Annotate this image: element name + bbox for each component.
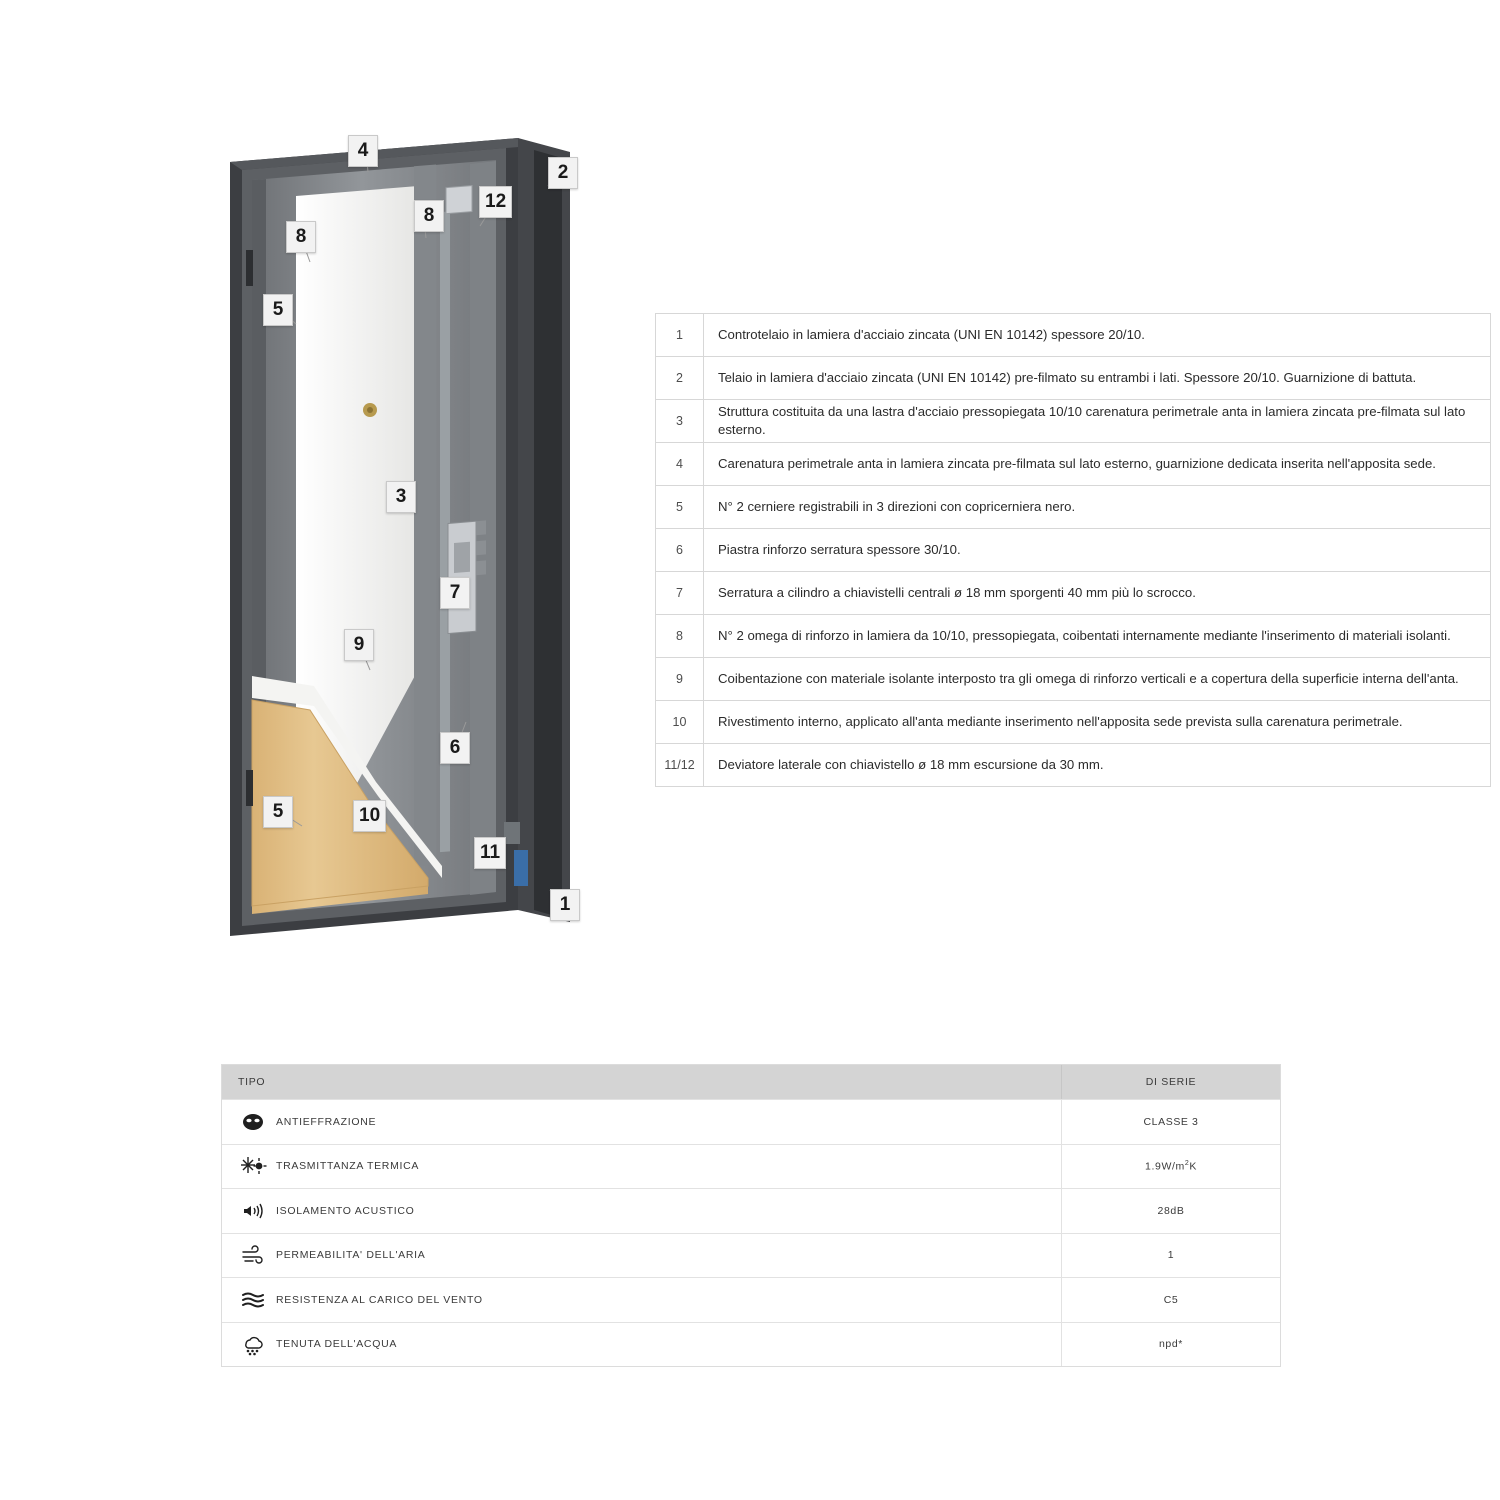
legend-number: 8 <box>656 615 704 657</box>
rain-cloud-icon <box>238 1331 268 1357</box>
spec-value: npd* <box>1061 1323 1280 1367</box>
spec-value: C5 <box>1061 1278 1280 1322</box>
legend-text: Telaio in lamiera d'acciaio zincata (UNI EN 10142) pre-filmato su entrambi i lati. Spessore 20/10. Guarnizione di battuta. <box>718 370 1417 386</box>
callout-6: 6 <box>440 732 470 764</box>
spec-value: 1 <box>1061 1234 1280 1278</box>
legend-row <box>656 486 1490 529</box>
spec-row-antieffrazione <box>222 1099 1280 1144</box>
callout-3: 3 <box>386 481 416 513</box>
legend-text: N° 2 omega di rinforzo in lamiera da 10/10, pressopiegata, coibentati internamente mediante l'inserimento di materiali isolanti. <box>718 628 1451 644</box>
legend-table <box>655 313 1491 787</box>
callout-5-bottom: 5 <box>263 796 293 828</box>
legend-row <box>656 529 1490 572</box>
legend-text: Serratura a cilindro a chiavistelli centrali ø 18 mm sporgenti 40 mm più lo scrocco. <box>718 585 1196 601</box>
burglar-mask-icon <box>238 1109 268 1135</box>
legend-row <box>656 357 1490 400</box>
legend-number: 1 <box>656 314 704 356</box>
spec-label-cell <box>222 1100 1061 1144</box>
spec-row-isolamento-acustico <box>222 1188 1280 1233</box>
spec-row-tenuta-acqua <box>222 1322 1280 1367</box>
spec-row-resistenza-vento <box>222 1277 1280 1322</box>
callout-1: 1 <box>550 889 580 921</box>
specs-header-standard: DI SERIE <box>1061 1065 1280 1099</box>
legend-text: Carenatura perimetrale anta in lamiera zincata pre-filmata sul lato esterno, guarnizione dedicata inserita nell'apposita sede. <box>718 456 1436 472</box>
legend-text: Controtelaio in lamiera d'acciaio zincata (UNI EN 10142) spessore 20/10. <box>718 327 1145 343</box>
legend-row <box>656 572 1490 615</box>
legend-text: Coibentazione con materiale isolante interposto tra gli omega di rinforzo verticali e a copertura della superficie interna dell'anta. <box>718 671 1459 687</box>
legend-number: 4 <box>656 443 704 485</box>
callout-5-top: 5 <box>263 294 293 326</box>
specs-header-type: TIPO <box>238 1076 266 1088</box>
spec-value: CLASSE 3 <box>1061 1100 1280 1144</box>
sound-waves-icon <box>238 1198 268 1224</box>
spec-row-trasmittanza-termica <box>222 1144 1280 1189</box>
callout-12: 12 <box>479 186 512 218</box>
spec-label-cell <box>222 1234 1061 1278</box>
legend-number: 7 <box>656 572 704 614</box>
spec-row-permeabilita-aria <box>222 1233 1280 1278</box>
legend-row <box>656 615 1490 658</box>
spec-label: ANTIEFFRAZIONE <box>276 1115 377 1128</box>
legend-row <box>656 400 1490 443</box>
callout-10: 10 <box>353 800 386 832</box>
wind-lines-icon <box>238 1287 268 1313</box>
callout-11: 11 <box>474 837 506 869</box>
legend-row <box>656 314 1490 357</box>
spec-label: TRASMITTANZA TERMICA <box>276 1160 420 1173</box>
spec-label: RESISTENZA AL CARICO DEL VENTO <box>276 1293 483 1306</box>
door-diagram <box>218 110 608 950</box>
legend-number: 10 <box>656 701 704 743</box>
callout-4: 4 <box>348 135 378 167</box>
callout-2: 2 <box>548 157 578 189</box>
legend-text: N° 2 cerniere registrabili in 3 direzioni con copricerniera nero. <box>718 499 1076 515</box>
spec-label-cell <box>222 1189 1061 1233</box>
legend-row <box>656 744 1490 787</box>
air-flow-icon <box>238 1242 268 1268</box>
legend-number: 2 <box>656 357 704 399</box>
spec-label-cell <box>222 1323 1061 1367</box>
spec-label: PERMEABILITA' DELL'ARIA <box>276 1249 426 1262</box>
spec-label-cell <box>222 1145 1061 1189</box>
spec-value: 28dB <box>1061 1189 1280 1233</box>
legend-number: 11/12 <box>656 744 704 786</box>
spec-label: ISOLAMENTO ACUSTICO <box>276 1204 415 1217</box>
legend-row <box>656 443 1490 486</box>
legend-number: 9 <box>656 658 704 700</box>
legend-number: 5 <box>656 486 704 528</box>
callout-8-left: 8 <box>286 221 316 253</box>
legend-number: 3 <box>656 400 704 442</box>
snowflake-sun-icon <box>238 1153 268 1179</box>
spec-value-text: $1.9W/m^2K$ <box>1145 1160 1197 1173</box>
callout-8-top: 8 <box>414 200 444 232</box>
legend-row <box>656 658 1490 701</box>
legend-row <box>656 701 1490 744</box>
legend-text: Struttura costituita da una lastra d'acciaio pressopiegata 10/10 carenatura perimetrale anta in lamiera zincata pre-filmata sul lato esterno. <box>718 404 1466 437</box>
legend-text: Deviatore laterale con chiavistello ø 18 mm escursione da 30 mm. <box>718 757 1104 773</box>
specifications-table <box>221 1064 1281 1367</box>
callout-7: 7 <box>440 577 470 609</box>
specs-header-row <box>222 1065 1280 1099</box>
legend-number: 6 <box>656 529 704 571</box>
spec-value <box>1061 1145 1280 1189</box>
spec-label-cell <box>222 1278 1061 1322</box>
legend-text: Piastra rinforzo serratura spessore 30/10. <box>718 542 961 558</box>
callout-9: 9 <box>344 629 374 661</box>
spec-label: TENUTA DELL'ACQUA <box>276 1338 398 1351</box>
legend-text: Rivestimento interno, applicato all'anta mediante inserimento nell'apposita sede prevista sulla carenatura perimetrale. <box>718 714 1403 730</box>
